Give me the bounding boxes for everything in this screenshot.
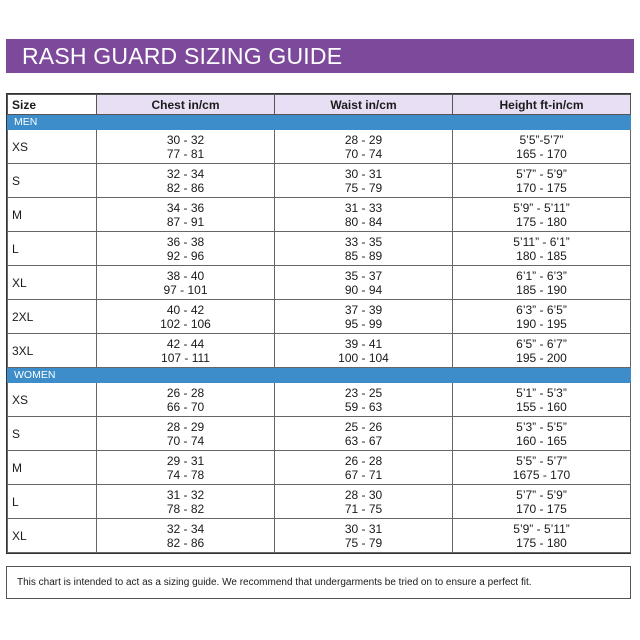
chest-cell (97, 417, 275, 451)
size-cell: L (8, 485, 97, 519)
height-inches: 6’1” - 6’3” (516, 268, 567, 283)
section-label: WOMEN (8, 368, 631, 383)
table-row (8, 519, 631, 553)
chest-inches: 31 - 32 (166, 487, 205, 502)
section-label: MEN (8, 115, 631, 130)
size-cell: S (8, 417, 97, 451)
size-cell: S (8, 164, 97, 198)
waist-inches: 39 - 41 (344, 336, 383, 351)
chest-cell (97, 130, 275, 164)
chest-cell (97, 266, 275, 300)
chest-cell (97, 519, 275, 553)
waist-cell (275, 266, 453, 300)
waist-cell (275, 451, 453, 485)
size-cell: M (8, 451, 97, 485)
chest-cell (97, 334, 275, 368)
table-row (8, 485, 631, 519)
chest-inches: 26 - 28 (166, 385, 205, 400)
chest-cell (97, 164, 275, 198)
table-row (8, 300, 631, 334)
waist-cm: 75 - 79 (344, 535, 383, 550)
chest-inches: 32 - 34 (166, 521, 205, 536)
waist-cell (275, 198, 453, 232)
height-cm: 190 - 195 (516, 316, 567, 331)
header-waist: Waist in/cm (275, 95, 453, 115)
waist-cell (275, 130, 453, 164)
size-cell: XS (8, 130, 97, 164)
height-cm: 180 - 185 (516, 248, 567, 263)
table-row (8, 164, 631, 198)
waist-inches: 28 - 30 (344, 487, 383, 502)
size-cell: 2XL (8, 300, 97, 334)
table-row (8, 451, 631, 485)
height-cell (453, 519, 631, 553)
waist-cell (275, 334, 453, 368)
height-cell (453, 232, 631, 266)
height-cell (453, 451, 631, 485)
header-size: Size (8, 95, 97, 115)
section-row-women (8, 368, 631, 383)
table-row (8, 232, 631, 266)
waist-cm: 75 - 79 (344, 180, 383, 195)
chest-cm: 107 - 111 (161, 350, 210, 365)
height-cm: 170 - 175 (516, 180, 567, 195)
size-cell: XS (8, 383, 97, 417)
section-row-men (8, 115, 631, 130)
header-height: Height ft-in/cm (453, 95, 631, 115)
chest-inches: 36 - 38 (166, 234, 205, 249)
waist-cm: 90 - 94 (344, 282, 383, 297)
waist-cm: 59 - 63 (344, 399, 383, 414)
size-cell: M (8, 198, 97, 232)
table-row (8, 198, 631, 232)
height-inches: 5’11” - 6’1” (513, 234, 570, 249)
waist-inches: 35 - 37 (344, 268, 383, 283)
waist-cell (275, 164, 453, 198)
waist-inches: 26 - 28 (344, 453, 383, 468)
table-row (8, 266, 631, 300)
height-inches: 5’3” - 5’5” (516, 419, 567, 434)
waist-inches: 23 - 25 (344, 385, 383, 400)
table-row (8, 130, 631, 164)
height-cell (453, 164, 631, 198)
chest-cell (97, 300, 275, 334)
page-title: RASH GUARD SIZING GUIDE (22, 42, 343, 69)
header-row (8, 95, 631, 115)
height-cm: 170 - 175 (516, 501, 567, 516)
height-cm: 175 - 180 (516, 535, 567, 550)
waist-inches: 33 - 35 (344, 234, 383, 249)
chest-inches: 32 - 34 (166, 166, 205, 181)
waist-inches: 28 - 29 (344, 132, 383, 147)
chest-inches: 29 - 31 (166, 453, 205, 468)
chest-inches: 30 - 32 (166, 132, 205, 147)
table-row (8, 417, 631, 451)
height-cm: 185 - 190 (516, 282, 567, 297)
height-inches: 6’3” - 6’5” (516, 302, 567, 317)
waist-cm: 80 - 84 (344, 214, 383, 229)
waist-cell (275, 485, 453, 519)
chest-cell (97, 451, 275, 485)
waist-inches: 37 - 39 (344, 302, 383, 317)
chest-cell (97, 485, 275, 519)
header-chest: Chest in/cm (97, 95, 275, 115)
chest-cm: 82 - 86 (166, 535, 205, 550)
chest-cm: 97 - 101 (163, 282, 208, 297)
chest-cm: 77 - 81 (166, 146, 205, 161)
height-inches: 5’5”-5’7” (519, 132, 564, 147)
chest-inches: 28 - 29 (166, 419, 205, 434)
height-cell (453, 130, 631, 164)
height-inches: 5’9” - 5’11” (513, 521, 570, 536)
waist-cm: 63 - 67 (344, 433, 383, 448)
sizing-table (7, 94, 631, 553)
chest-inches: 40 - 42 (166, 302, 205, 317)
waist-cell (275, 383, 453, 417)
title-banner (6, 39, 634, 73)
waist-cm: 67 - 71 (344, 467, 383, 482)
waist-cell (275, 232, 453, 266)
waist-cm: 71 - 75 (344, 501, 383, 516)
waist-inches: 30 - 31 (344, 521, 383, 536)
height-cell (453, 417, 631, 451)
size-cell: L (8, 232, 97, 266)
height-cell (453, 334, 631, 368)
chest-cm: 82 - 86 (166, 180, 205, 195)
chest-cell (97, 383, 275, 417)
height-cell (453, 485, 631, 519)
waist-inches: 30 - 31 (344, 166, 383, 181)
height-cm: 155 - 160 (516, 399, 567, 414)
chest-cm: 66 - 70 (166, 399, 205, 414)
waist-cm: 95 - 99 (344, 316, 383, 331)
height-cm: 160 - 165 (516, 433, 567, 448)
table-row (8, 383, 631, 417)
waist-cell (275, 519, 453, 553)
table-body (8, 115, 631, 553)
waist-cm: 85 - 89 (344, 248, 383, 263)
chest-cm: 70 - 74 (166, 433, 205, 448)
chest-cm: 87 - 91 (166, 214, 205, 229)
size-cell: 3XL (8, 334, 97, 368)
height-cell (453, 198, 631, 232)
chest-inches: 42 - 44 (166, 336, 205, 351)
chest-cm: 74 - 78 (166, 467, 205, 482)
chest-cell (97, 232, 275, 266)
table-row (8, 334, 631, 368)
height-cell (453, 383, 631, 417)
footnote: This chart is intended to act as a sizing guide. We recommend that undergarments be tried on to ensure a perfect fit. (6, 566, 631, 599)
chest-inches: 34 - 36 (166, 200, 205, 215)
chest-inches: 38 - 40 (166, 268, 205, 283)
size-cell: XL (8, 266, 97, 300)
chest-cell (97, 198, 275, 232)
height-cm: 175 - 180 (516, 214, 567, 229)
height-inches: 5’9” - 5’11” (513, 200, 570, 215)
waist-cm: 100 - 104 (338, 350, 389, 365)
height-cell (453, 266, 631, 300)
size-cell: XL (8, 519, 97, 553)
height-cell (453, 300, 631, 334)
chest-cm: 92 - 96 (166, 248, 205, 263)
height-inches: 5’7” - 5’9” (516, 166, 567, 181)
height-cm: 195 - 200 (516, 350, 567, 365)
waist-cm: 70 - 74 (344, 146, 383, 161)
height-cm: 165 - 170 (516, 146, 567, 161)
waist-inches: 25 - 26 (344, 419, 383, 434)
waist-inches: 31 - 33 (344, 200, 383, 215)
sizing-table-container (6, 93, 631, 554)
height-inches: 5’5” - 5’7” (516, 453, 567, 468)
height-cm: 1675 - 170 (512, 467, 571, 482)
waist-cell (275, 300, 453, 334)
chest-cm: 102 - 106 (160, 316, 211, 331)
height-inches: 5’7” - 5’9” (516, 487, 567, 502)
waist-cell (275, 417, 453, 451)
chest-cm: 78 - 82 (166, 501, 205, 516)
height-inches: 5’1” - 5’3” (516, 385, 567, 400)
height-inches: 6’5” - 6’7” (516, 336, 567, 351)
